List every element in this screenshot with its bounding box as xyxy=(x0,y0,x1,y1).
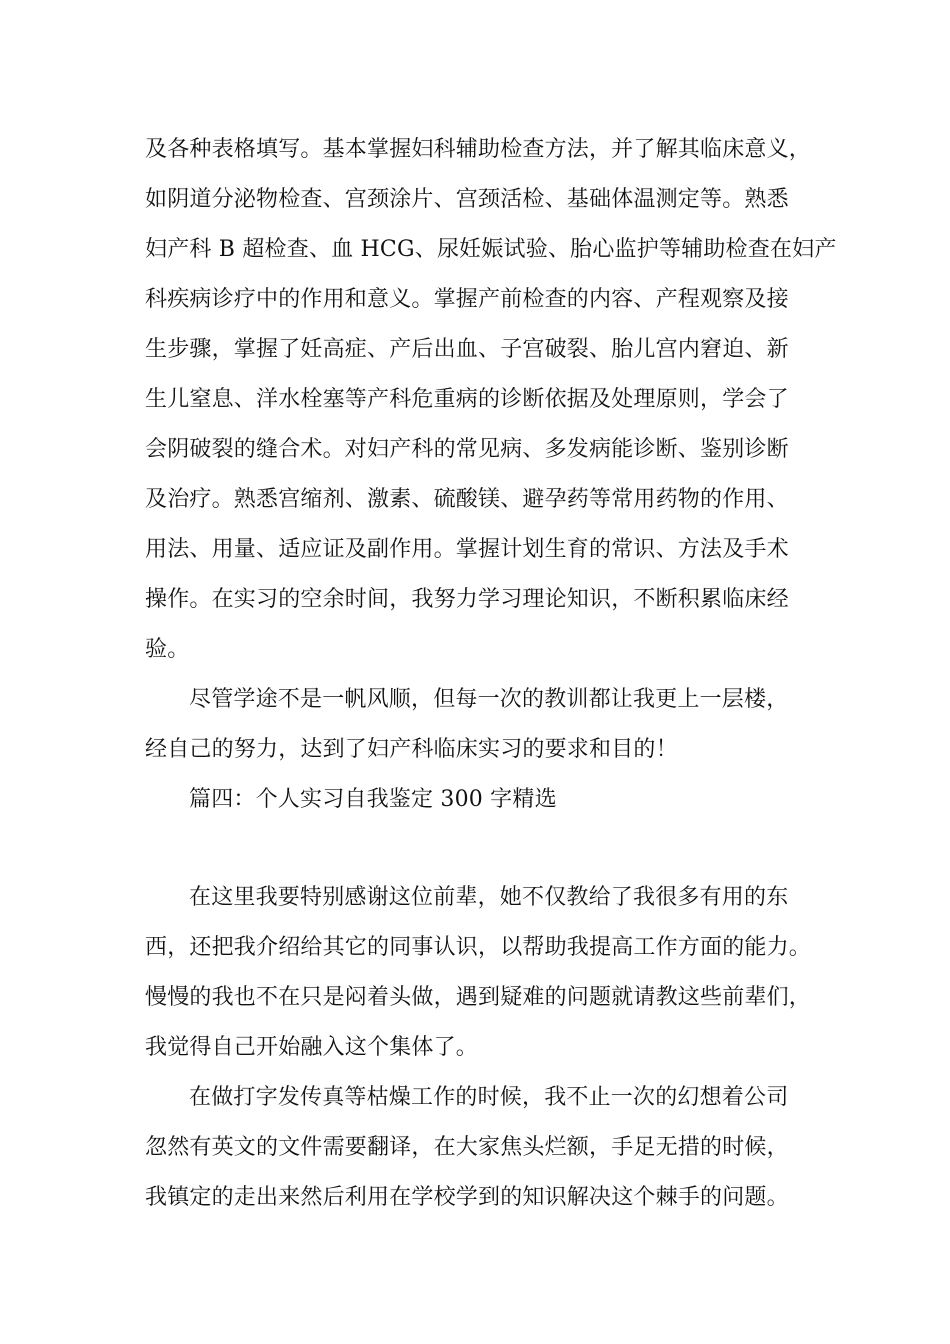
text-line: 如阴道分泌物检查、宫颈涂片、宫颈活检、基础体温测定等。熟悉 xyxy=(145,187,789,212)
text-line: 我镇定的走出来然后利用在学校学到的知识解决这个棘手的问题。 xyxy=(145,1185,789,1210)
text-line: 慢慢的我也不在只是闷着头做，遇到疑难的问题就请教这些前辈们， xyxy=(145,985,812,1010)
text-line: 我觉得自己开始融入这个集体了。 xyxy=(145,1035,479,1060)
text-line: 会阴破裂的缝合术。对妇产科的常见病、多发病能诊断、鉴别诊断 xyxy=(145,437,789,462)
text-line: 经自己的努力，达到了妇产科临床实习的要求和目的！ xyxy=(145,737,678,762)
paragraph-first-line: 尽管学途不是一帆风顺，但每一次的教训都让我更上一层楼， xyxy=(189,687,789,712)
paragraph-first-line: 在做打字发传真等枯燥工作的时候，我不止一次的幻想着公司 xyxy=(189,1085,789,1110)
text-line: 西，还把我介绍给其它的同事认识，以帮助我提高工作方面的能力。 xyxy=(145,935,812,960)
text-line: 妇产科 B 超检查、血 HCG、尿妊娠试验、胎心监护等辅助检查在妇产 xyxy=(145,237,837,262)
section-heading: 篇四：个人实习自我鉴定 300 字精选 xyxy=(189,787,557,812)
text-line: 生步骤，掌握了妊高症、产后出血、子宫破裂、胎儿宫内窘迫、新 xyxy=(145,337,789,362)
text-line: 用法、用量、适应证及副作用。掌握计划生育的常识、方法及手术 xyxy=(145,537,789,562)
paragraph-first-line: 在这里我要特别感谢这位前辈，她不仅教给了我很多有用的东 xyxy=(189,885,789,910)
text-line: 忽然有英文的文件需要翻译，在大家焦头烂额，手足无措的时候， xyxy=(145,1135,789,1160)
text-line: 验。 xyxy=(145,637,190,662)
text-line: 及治疗。熟悉宫缩剂、激素、硫酸镁、避孕药等常用药物的作用、 xyxy=(145,487,789,512)
text-line: 操作。在实习的空余时间，我努力学习理论知识，不断积累临床经 xyxy=(145,587,789,612)
text-line: 及各种表格填写。基本掌握妇科辅助检查方法，并了解其临床意义， xyxy=(145,137,812,162)
text-line: 生儿窒息、洋水栓塞等产科危重病的诊断依据及处理原则，学会了 xyxy=(145,387,789,412)
text-line: 科疾病诊疗中的作用和意义。掌握产前检查的内容、产程观察及接 xyxy=(145,287,789,312)
